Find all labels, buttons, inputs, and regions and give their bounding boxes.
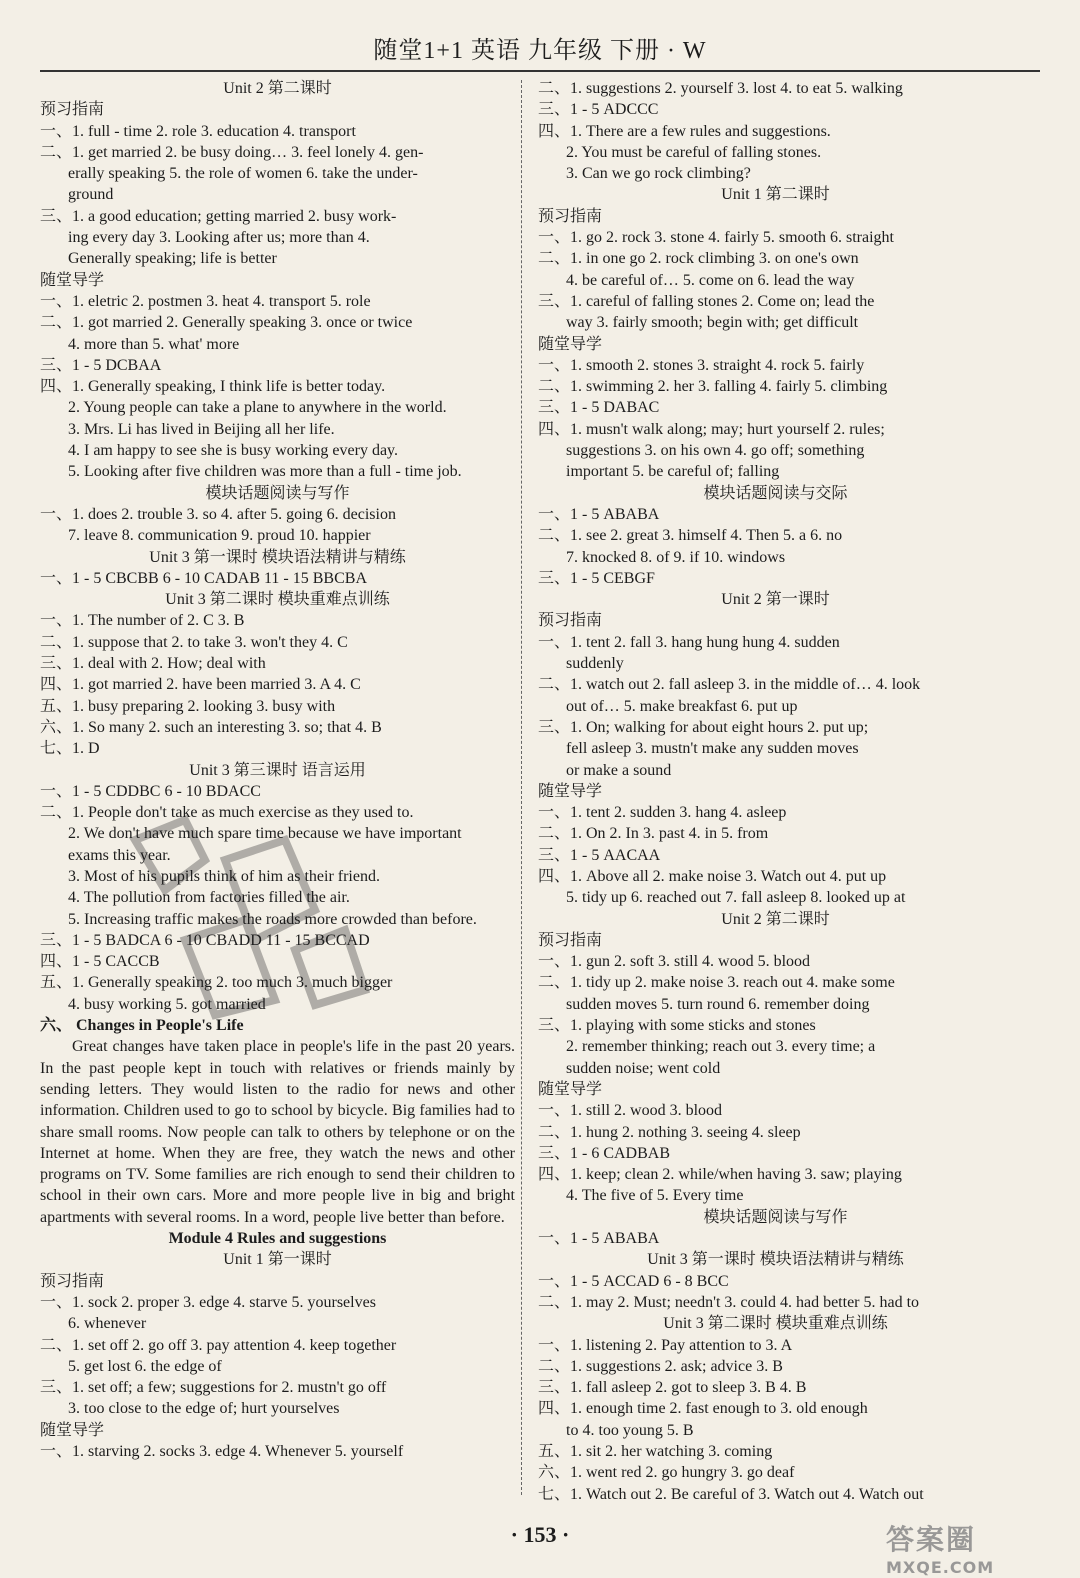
watermark	[886, 1518, 1056, 1577]
answer-line: 四、1 - 5 CACCB	[40, 953, 160, 971]
answer-line: to 4. too young 5. B	[566, 1421, 694, 1439]
left-column	[40, 78, 515, 1462]
answer-line: 预习指南	[538, 612, 603, 630]
answer-line: way 3. fairly smooth; begin with; get difficult	[566, 314, 859, 332]
page-number: · 153 ·	[510, 1522, 570, 1547]
answer-line: 随堂导学	[40, 271, 105, 289]
answer-line: fell asleep 3. mustn't make any sudden moves	[566, 740, 859, 758]
answer-line: 2. You must be careful of falling stones.	[566, 143, 822, 161]
answer-line: 二、1. suggestions 2. yourself 3. lost 4. to eat 5. walking	[538, 80, 903, 97]
answer-line: 一、1. full - time 2. role 3. education 4. transport	[40, 122, 356, 140]
answer-line: 随堂导学	[538, 782, 603, 800]
answer-line: 一、1 - 5 ABABA	[538, 505, 660, 523]
answer-line: 四、1. enough time 2. fast enough to 3. old enough	[538, 1400, 868, 1418]
answer-line: 三、1 - 6 CADBAB	[538, 1144, 671, 1162]
answer-line: ground	[68, 186, 114, 204]
answer-line: 三、1. playing with some sticks and stones	[538, 1017, 816, 1035]
answer-line: 二、1. People don't take as much exercise as they used to.	[40, 804, 414, 822]
answer-line: 4. more than 5. what' more	[68, 335, 240, 353]
answer-line: 4. I am happy to see she is busy working every day.	[68, 442, 398, 460]
answer-line: 三、1 - 5 DABAC	[538, 399, 660, 417]
answer-line: 二、1. set off 2. go off 3. pay attention 4. keep together	[40, 1336, 397, 1354]
answer-line: suggestions 3. on his own 4. go off; something	[566, 442, 865, 460]
answer-line: Unit 3 第一课时 模块语法精讲与精练	[647, 1251, 904, 1269]
answer-line: 一、1. listening 2. Pay attention to 3. A	[538, 1336, 793, 1354]
answer-line: 三、1 - 5 BADCA 6 - 10 CBADD 11 - 15 BCCAD	[40, 931, 370, 949]
page-header: 随堂1+1 英语 九年级 下册 · W	[373, 38, 707, 64]
answer-line: 三、1 - 5 DCBAA	[40, 356, 162, 374]
answer-line: 二、1. On 2. In 3. past 4. in 5. from	[538, 825, 769, 843]
answer-line: 5. Looking after five children was more than a full - time job.	[68, 463, 462, 481]
answer-line: 2. We don't have much spare time because we have important	[68, 825, 462, 843]
answer-line: 一、1. gun 2. soft 3. still 4. wood 5. blood	[538, 953, 811, 971]
answer-line: 模块话题阅读与写作	[205, 484, 350, 502]
answer-line: 六、1. So many 2. such an interesting 3. so; that 4. B	[40, 718, 382, 736]
watermark-url: MXQE.COM	[886, 1558, 995, 1577]
column-divider	[521, 80, 522, 1495]
answer-line: 一、1. tent 2. fall 3. hang hung hung 4. sudden	[538, 633, 840, 651]
answer-line: important 5. be careful of; falling	[566, 463, 780, 481]
answer-line: 三、1 - 5 ADCCC	[538, 101, 659, 119]
answer-line: 6. whenever	[68, 1315, 147, 1333]
answer-line: 预习指南	[538, 931, 603, 949]
answer-line: 一、1. starving 2. socks 3. edge 4. Whenever 5. yourself	[40, 1443, 404, 1460]
answer-line: 随堂导学	[538, 335, 603, 353]
answer-line: 三、1. a good education; getting married 2. busy work-	[40, 207, 397, 225]
answer-line: 随堂导学	[538, 1080, 603, 1098]
answer-line: out of… 5. make breakfast 6. put up	[566, 697, 798, 715]
answer-line: 二、1. got married 2. Generally speaking 3. once or twice	[40, 314, 413, 332]
answer-line: 一、1. does 2. trouble 3. so 4. after 5. going 6. decision	[40, 505, 396, 523]
answer-line: 5. get lost 6. the edge of	[68, 1357, 222, 1375]
answer-line: 二、1. hung 2. nothing 3. seeing 4. sleep	[538, 1123, 801, 1141]
answer-line: 3. Mrs. Li has lived in Beijing all her life.	[68, 420, 335, 438]
answer-line: 四、1. Generally speaking, I think life is better today.	[40, 378, 386, 396]
answer-line: 七、1. Watch out 2. Be careful of 3. Watch out 4. Watch out	[538, 1485, 924, 1503]
answer-line: 四、1. There are a few rules and suggestions.	[538, 122, 831, 140]
answer-line: Unit 2 第二课时	[223, 80, 332, 97]
answer-line: Unit 1 第一课时	[223, 1251, 332, 1269]
right-column	[538, 78, 1013, 1505]
answer-line: 六、 Changes in People's Life	[40, 1017, 244, 1035]
answer-line: 2. Young people can take a plane to anywhere in the world.	[68, 399, 447, 417]
answer-line: 五、1. Generally speaking 2. too much 3. much bigger	[40, 974, 393, 992]
answer-line: 5. Increasing traffic makes the roads more crowded than before.	[68, 910, 477, 928]
answer-line: Unit 3 第一课时 模块语法精讲与精练	[149, 548, 406, 566]
answer-line: 一、1. The number of 2. C 3. B	[40, 612, 245, 630]
answer-line: 三、1. careful of falling stones 2. Come on; lead the	[538, 292, 875, 310]
answer-line: 模块话题阅读与写作	[703, 1208, 848, 1226]
answer-line: 三、1. deal with 2. How; deal with	[40, 655, 266, 673]
answer-line: 四、1. keep; clean 2. while/when having 3. saw; playing	[538, 1166, 902, 1184]
answer-line: 一、1. smooth 2. stones 3. straight 4. rock 5. fairly	[538, 356, 865, 374]
answer-line: Unit 1 第二课时	[721, 186, 830, 204]
answer-line: Unit 3 第三课时 语言运用	[189, 761, 366, 779]
answer-line: 二、1. see 2. great 3. himself 4. Then 5. a 6. no	[538, 527, 843, 545]
answer-line: 一、1 - 5 ACCAD 6 - 8 BCC	[538, 1272, 729, 1290]
answer-line: 二、1. in one go 2. rock climbing 3. on one's own	[538, 250, 859, 268]
answer-line: 7. knocked 8. of 9. if 10. windows	[566, 548, 786, 566]
answer-line: 3. Can we go rock climbing?	[566, 165, 751, 183]
answer-line: 一、1. sock 2. proper 3. edge 4. starve 5. yourselves	[40, 1293, 376, 1311]
answer-line: 4. busy working 5. got married	[68, 995, 266, 1013]
answer-line: 二、1. suppose that 2. to take 3. won't they 4. C	[40, 633, 348, 651]
answer-line: sudden noise; went cold	[566, 1059, 721, 1077]
answer-line: 五、1. busy preparing 2. looking 3. busy with	[40, 697, 336, 715]
answer-line: 7. leave 8. communication 9. proud 10. happier	[68, 527, 371, 545]
answer-line: 4. The pollution from factories filled the air.	[68, 889, 350, 907]
answer-line: 一、1 - 5 CDDBC 6 - 10 BDACC	[40, 782, 261, 800]
answer-line: 一、1. still 2. wood 3. blood	[538, 1102, 723, 1120]
header-rule	[40, 70, 1040, 72]
answer-line: Module 4 Rules and suggestions	[168, 1230, 387, 1248]
answer-line: ing every day 3. Looking after us; more than 4.	[68, 229, 370, 247]
answer-line: Unit 3 第二课时 模块重难点训练	[165, 591, 390, 609]
answer-line: 预习指南	[538, 207, 603, 225]
answer-line: 二、1. tidy up 2. make noise 3. reach out 4. make some	[538, 974, 895, 992]
answer-line: 一、1 - 5 ABABA	[538, 1230, 660, 1248]
answer-line: exams this year.	[68, 846, 171, 864]
answer-line: 二、1. may 2. Must; needn't 3. could 4. had better 5. had to	[538, 1293, 920, 1311]
answer-line: 预习指南	[40, 1272, 105, 1290]
answer-line: or make a sound	[566, 761, 672, 779]
watermark-text: 答案圈	[886, 1523, 977, 1556]
answer-line: Unit 2 第二课时	[721, 910, 830, 928]
answer-line: 二、1. suggestions 2. ask; advice 3. B	[538, 1357, 783, 1375]
answer-line: 3. Most of his pupils think of him as their friend.	[68, 867, 380, 885]
answer-line: 随堂导学	[40, 1421, 105, 1439]
essay-paragraph: Great changes have taken place in people's life in the past 20 years. In the past people kept in touch with relatives or friends mainly by sending letters. They would listen to the radio for news and other information. Children used to go to school by bicycle. Big families had to share small rooms. Now people can talk to others by telephone or on the Internet at home. When they are free, they watch the news and other programs on TV. Some families are rich enough to send their children to school in their own cars. More and more people live in big and bright apartments with several rooms. In a word, people live better than before.	[40, 1038, 515, 1226]
answer-line: 4. be careful of… 5. come on 6. lead the way	[566, 271, 855, 289]
answer-line: Unit 2 第一课时	[721, 591, 830, 609]
answer-line: 三、1 - 5 CEBGF	[538, 569, 655, 587]
answer-line: 三、1 - 5 AACAA	[538, 846, 661, 864]
answer-line: 模块话题阅读与交际	[703, 484, 848, 502]
answer-line: 三、1. On; walking for about eight hours 2. put up;	[538, 718, 869, 736]
answer-line: 七、1. D	[40, 740, 100, 758]
answer-line: 三、1. fall asleep 2. got to sleep 3. B 4. B	[538, 1379, 807, 1397]
answer-line: 五、1. sit 2. her watching 3. coming	[538, 1443, 773, 1460]
answer-line: 一、1. eletric 2. postmen 3. heat 4. transport 5. role	[40, 292, 371, 310]
answer-line: 一、1 - 5 CBCBB 6 - 10 CADAB 11 - 15 BBCBA	[40, 569, 368, 587]
answer-line: 二、1. watch out 2. fall asleep 3. in the middle of… 4. look	[538, 676, 921, 694]
answer-line: suddenly	[566, 655, 624, 673]
answer-line: 一、1. go 2. rock 3. stone 4. fairly 5. smooth 6. straight	[538, 229, 894, 247]
answer-line: Generally speaking; life is better	[68, 250, 277, 268]
answer-line: 四、1. got married 2. have been married 3. A 4. C	[40, 676, 361, 694]
answer-line: 四、1. musn't walk along; may; hurt yourself 2. rules;	[538, 420, 885, 438]
answer-line: 4. The five of 5. Every time	[566, 1187, 744, 1205]
answer-line: 5. tidy up 6. reached out 7. fall asleep 8. looked up at	[566, 889, 906, 907]
answer-line: 3. too close to the edge of; hurt yourselves	[68, 1400, 340, 1418]
answer-line: Unit 3 第二课时 模块重难点训练	[663, 1315, 888, 1333]
answer-line: 预习指南	[40, 101, 105, 119]
answer-line: erally speaking 5. the role of women 6. take the under-	[68, 165, 418, 183]
answer-line: 六、1. went red 2. go hungry 3. go deaf	[538, 1464, 795, 1482]
answer-line: 一、1. tent 2. sudden 3. hang 4. asleep	[538, 804, 787, 822]
answer-line: sudden moves 5. turn round 6. remember doing	[566, 995, 870, 1013]
answer-line: 四、1. Above all 2. make noise 3. Watch out 4. put up	[538, 867, 887, 885]
answer-line: 二、1. swimming 2. her 3. falling 4. fairly 5. climbing	[538, 378, 888, 396]
answer-line: 二、1. get married 2. be busy doing… 3. feel lonely 4. gen-	[40, 143, 424, 161]
answer-line: 2. remember thinking; reach out 3. every time; a	[566, 1038, 876, 1056]
answer-line: 三、1. set off; a few; suggestions for 2. mustn't go off	[40, 1379, 387, 1397]
